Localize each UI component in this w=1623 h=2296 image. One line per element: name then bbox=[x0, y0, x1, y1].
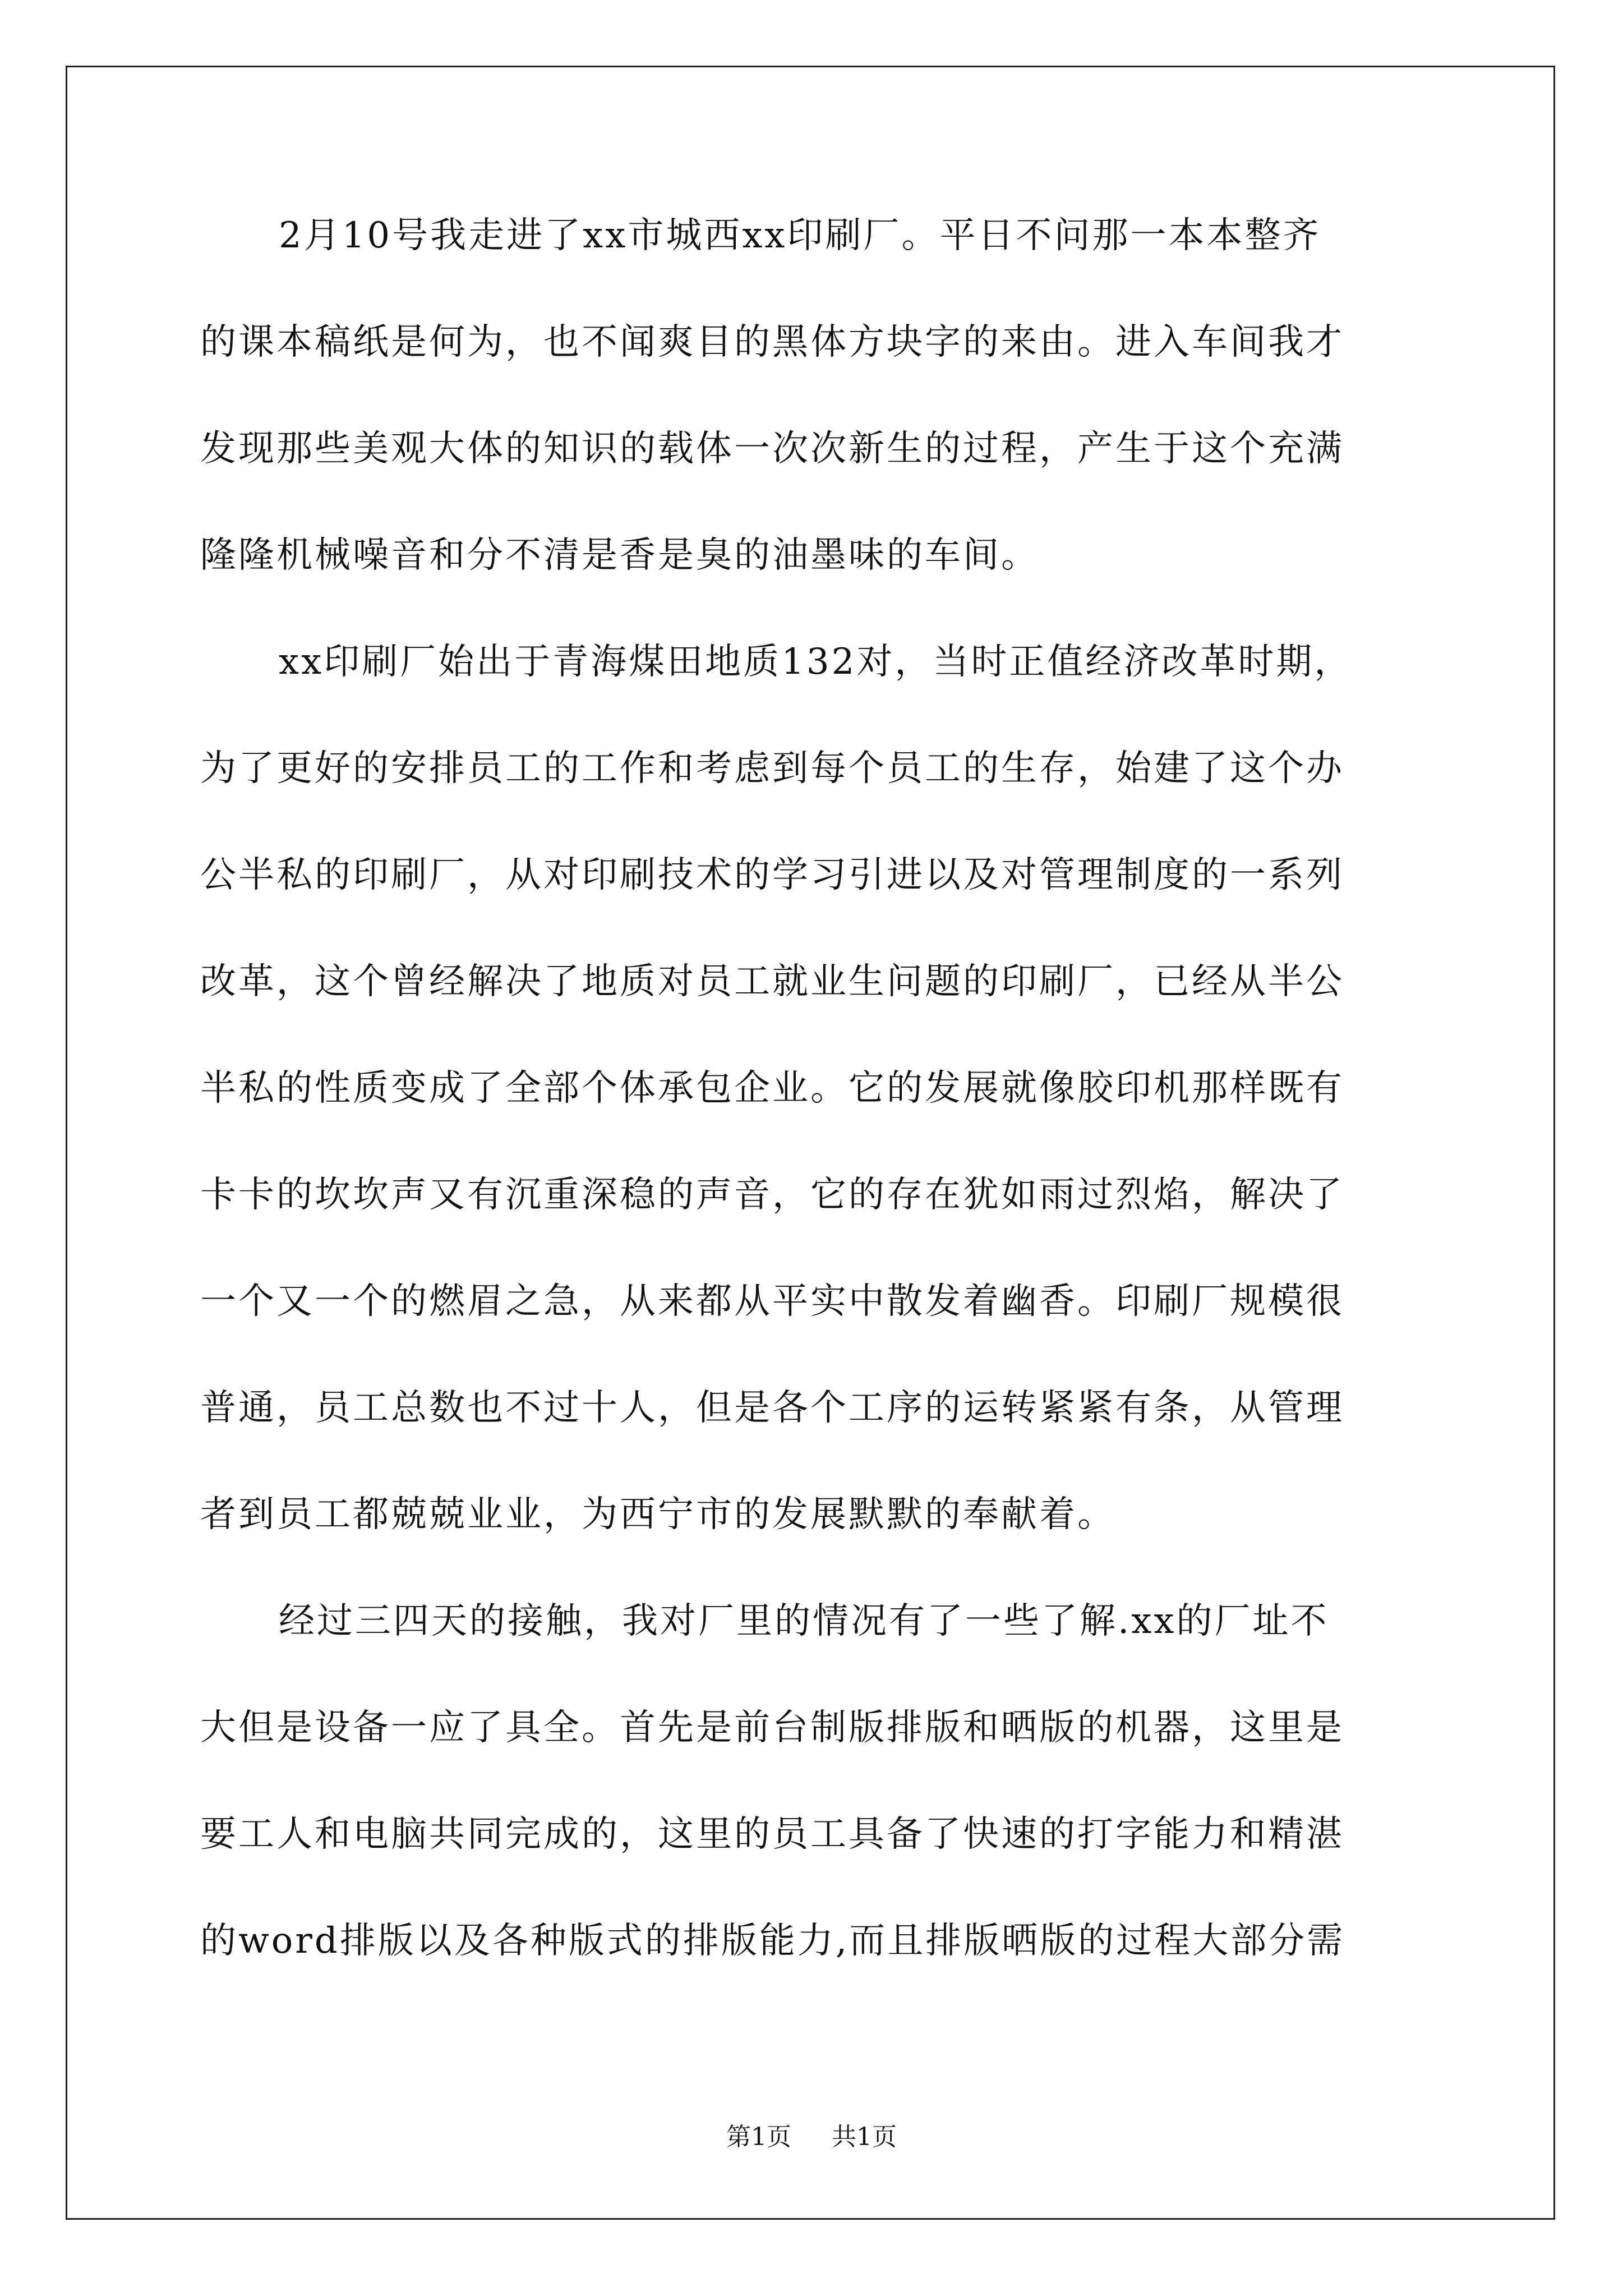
paragraph-1-line-4: 隆隆机械噪音和分不清是香是臭的油墨味的车间。 bbox=[200, 535, 1039, 576]
page-number: 第1页 bbox=[726, 2123, 791, 2151]
page-total: 共1页 bbox=[832, 2123, 897, 2151]
paragraph-1-line-3: 发现那些美观大体的知识的载体一次次新生的过程，产生于这个充满 bbox=[200, 428, 1344, 470]
paragraph-3-line-2: 大但是设备一应了具全。首先是前台制版排版和晒版的机器，这里是 bbox=[200, 1707, 1344, 1749]
paragraph-3-line-3: 要工人和电脑共同完成的，这里的员工具备了快速的打字能力和精湛 bbox=[200, 1814, 1344, 1855]
paragraph-2-line-2: 为了更好的安排员工的工作和考虑到每个员工的生存，始建了这个办 bbox=[200, 748, 1344, 789]
paragraph-2-line-1: xx印刷厂始出于青海煤田地质132对，当时正值经济改革时期， bbox=[279, 641, 1353, 683]
paragraph-1-line-1: 2月10号我走进了xx市城西xx印刷厂。平日不问那一本本整齐 bbox=[279, 215, 1321, 256]
paragraph-2-line-4: 改革，这个曾经解决了地质对员工就业生问题的印刷厂，已经从半公 bbox=[200, 961, 1344, 1002]
paragraph-2-line-6: 卡卡的坎坎声又有沉重深稳的声音，它的存在犹如雨过烈焰，解决了 bbox=[200, 1174, 1344, 1216]
paragraph-1-line-2: 的课本稿纸是何为，也不闻爽目的黑体方块字的来由。进入车间我才 bbox=[200, 321, 1344, 363]
paragraph-2-line-3: 公半私的印刷厂，从对印刷技术的学习引进以及对管理制度的一系列 bbox=[200, 854, 1344, 896]
page-border bbox=[66, 66, 1555, 2220]
paragraph-3-line-4: 的word排版以及各种版式的排版能力,而且排版晒版的过程大部分需 bbox=[200, 1920, 1345, 1962]
paragraph-2-line-8: 普通，员工总数也不过十人，但是各个工序的运转紧紧有条，从管理 bbox=[200, 1387, 1344, 1429]
paragraph-2-line-5: 半私的性质变成了全部个体承包企业。它的发展就像胶印机那样既有 bbox=[200, 1068, 1344, 1109]
paragraph-2-line-7: 一个又一个的燃眉之急，从来都从平实中散发着幽香。印刷厂规模很 bbox=[200, 1281, 1344, 1322]
paragraph-2-line-9: 者到员工都兢兢业业，为西宁市的发展默默的奉献着。 bbox=[200, 1494, 1115, 1535]
paragraph-3-line-1: 经过三四天的接触，我对厂里的情况有了一些了解.xx的厂址不 bbox=[279, 1600, 1329, 1642]
page-footer bbox=[0, 2120, 1623, 2154]
